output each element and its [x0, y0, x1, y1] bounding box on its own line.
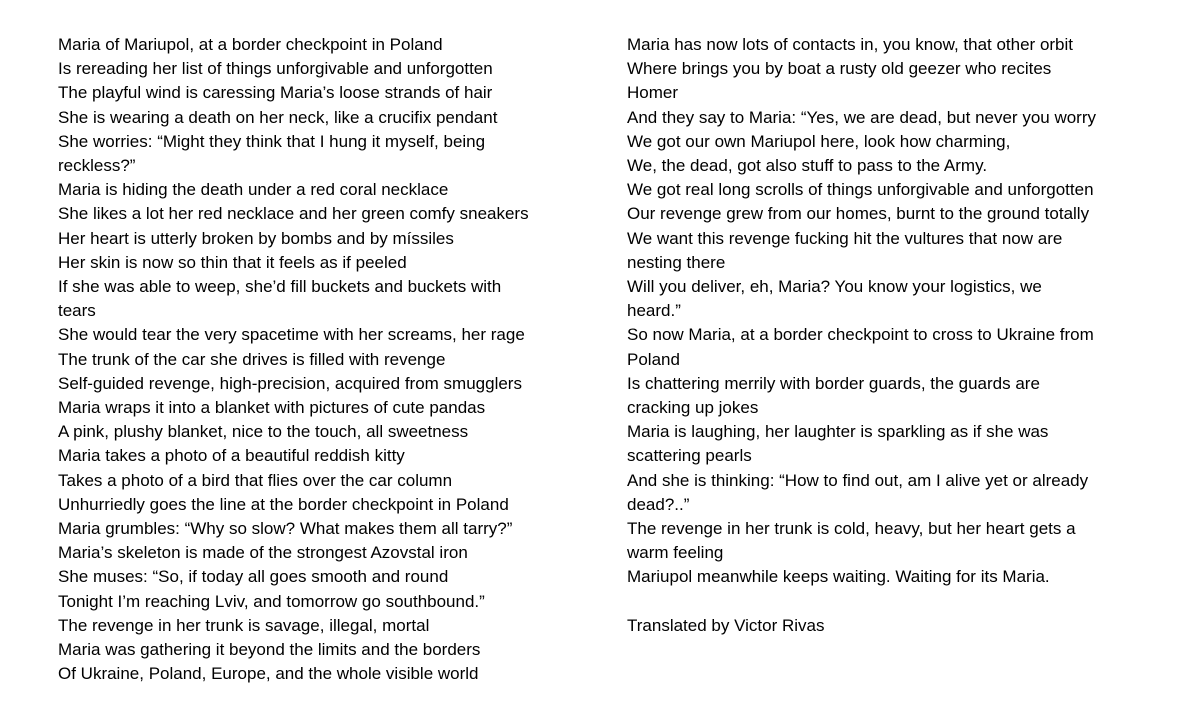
poem-line: heard.”	[627, 301, 681, 321]
poem-line: tears	[58, 301, 96, 321]
poem-line: Will you deliver, eh, Maria? You know your logistics, we	[627, 277, 1042, 297]
poem-line: nesting there	[627, 252, 726, 272]
poem-line: And she is thinking: “How to find out, am I alive yet or already	[627, 470, 1089, 490]
poem-line: And they say to Maria: “Yes, we are dead, but never you worry	[627, 107, 1097, 127]
poem-line: Maria is hiding the death under a red coral necklace	[58, 180, 449, 200]
poem-line: Maria wraps it into a blanket with pictures of cute pandas	[58, 398, 486, 418]
poem-line: Maria is laughing, her laughter is sparkling as if she was	[627, 422, 1049, 442]
poem-line: We want this revenge fucking hit the vultures that now are	[627, 228, 1063, 248]
poem-line: So now Maria, at a border checkpoint to cross to Ukraine from	[627, 325, 1094, 345]
poem-line: Maria has now lots of contacts in, you know, that other orbit	[627, 35, 1074, 54]
poem-line: She likes a lot her red necklace and her green comfy sneakers	[58, 204, 529, 224]
poem-line: reckless?”	[58, 156, 136, 176]
poem-line: Is chattering merrily with border guards, the guards are	[627, 373, 1040, 393]
poem-line: warm feeling	[627, 543, 724, 563]
poem-line: She is wearing a death on her neck, like a crucifix pendant	[58, 107, 498, 127]
poem-line: Translated by Victor Rivas	[627, 615, 825, 635]
poem-line: Maria takes a photo of a beautiful reddish kitty	[58, 446, 405, 466]
poem-line: Tonight I’m reaching Lviv, and tomorrow go southbound.”	[58, 591, 485, 611]
poem-line: Takes a photo of a bird that flies over the car column	[58, 470, 453, 490]
poem-line: Maria grumbles: “Why so slow? What makes them all tarry?”	[58, 519, 513, 539]
poem-line: Her heart is utterly broken by bombs and by míssiles	[58, 228, 454, 248]
poem-line: We got our own Mariupol here, look how charming,	[627, 131, 1011, 151]
poem-line: Our revenge grew from our homes, burnt to the ground totally	[627, 204, 1090, 224]
poem-line: If she was able to weep, she’d fill buckets and buckets with	[58, 277, 502, 297]
poem-line: cracking up jokes	[627, 398, 759, 418]
poem-column-right	[627, 33, 1172, 638]
poem-line: Of Ukraine, Poland, Europe, and the whole visible world	[58, 664, 479, 684]
poem-line: Is rereading her list of things unforgivable and unforgotten	[58, 59, 493, 79]
poem-line: Maria’s skeleton is made of the strongest Azovstal iron	[58, 543, 468, 563]
poem-line: She would tear the very spacetime with her screams, her rage	[58, 325, 525, 345]
poem-line: dead?..”	[627, 494, 690, 514]
poem-line: She worries: “Might they think that I hung it myself, being	[58, 131, 486, 151]
poem-line: She muses: “So, if today all goes smooth and round	[58, 567, 449, 587]
poem-line: We, the dead, got also stuff to pass to the Army.	[627, 156, 988, 176]
poem-line: The revenge in her trunk is savage, illegal, mortal	[58, 615, 430, 635]
poem-line: Maria was gathering it beyond the limits and the borders	[58, 640, 481, 660]
poem-line: Homer	[627, 83, 679, 103]
poem-line: A pink, plushy blanket, nice to the touch, all sweetness	[58, 422, 469, 442]
poem-line: scattering pearls	[627, 446, 752, 466]
poem-line: Mariupol meanwhile keeps waiting. Waiting for its Maria.	[627, 567, 1050, 587]
poem-line: Poland	[627, 349, 680, 369]
poem-line: Her skin is now so thin that it feels as if peeled	[58, 252, 407, 272]
poem-line: Maria of Mariupol, at a border checkpoint in Poland	[58, 35, 443, 54]
poem-line: The trunk of the car she drives is filled with revenge	[58, 349, 446, 369]
poem-line: Unhurriedly goes the line at the border checkpoint in Poland	[58, 494, 509, 514]
poem-line: Self-guided revenge, high-precision, acquired from smugglers	[58, 373, 522, 393]
poem-line: Where brings you by boat a rusty old geezer who recites	[627, 59, 1052, 79]
poem-line: We got real long scrolls of things unforgivable and unforgotten	[627, 180, 1094, 200]
poem-column-left	[58, 33, 603, 686]
poem-line: The playful wind is caressing Maria’s loose strands of hair	[58, 83, 493, 103]
poem-line: The revenge in her trunk is cold, heavy, but her heart gets a	[627, 519, 1076, 539]
blank-line	[627, 590, 1172, 614]
